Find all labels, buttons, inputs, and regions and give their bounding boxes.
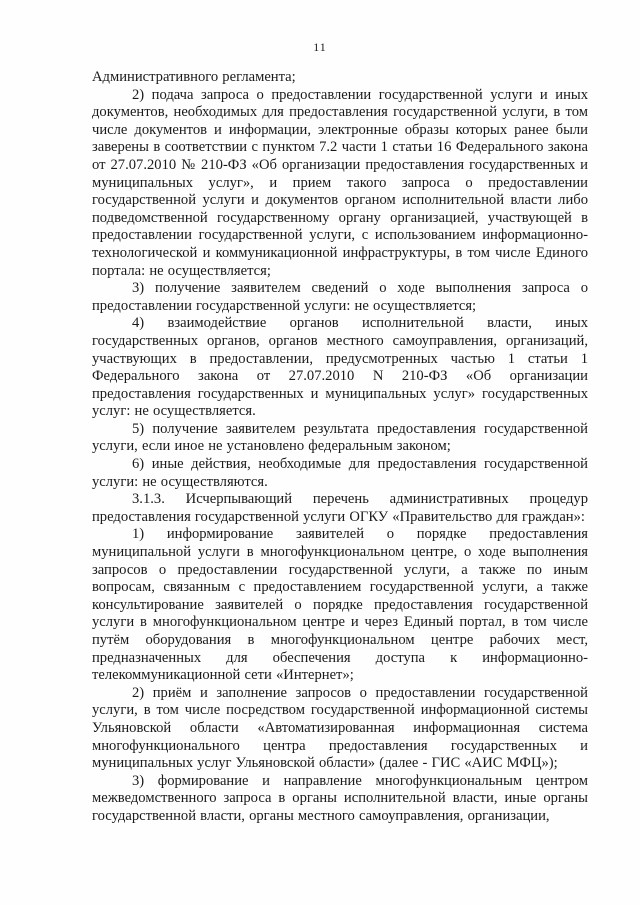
paragraph-item-4-interaction: 4) взаимодействие органов исполнительной власти, иных государственных органов, органов местного самоуправления, организаций, участвующих в предоставлении, предусмотренных частью 1 статьи 1 Федерального закона от 27.07.2010 N 210-ФЗ «Об организации предоставления государственных и муниципальных услуг» государственных услуг: не осуществляется.: [92, 315, 588, 420]
page-number: 11: [313, 40, 327, 54]
paragraph-mfc-item-2-reception: 2) приём и заполнение запросов о предоставлении государственной услуги, в том числе посредством государственной информационной системы Ульяновской области «Автоматизированная информационная система многофункционального центра предоставления государственных и муниципальных услуг Ульяновской области» (далее - ГИС «АИС МФЦ»);: [92, 684, 588, 772]
paragraph-item-6-other-actions: 6) иные действия, необходимые для предоставления государственной услуги: не осуществляются.: [92, 456, 588, 490]
paragraph-item-3-status-info: 3) получение заявителем сведений о ходе выполнения запроса о предоставлении государственной услуги: не осуществляется;: [92, 280, 588, 314]
paragraph-mfc-item-3-interagency: 3) формирование и направление многофункциональным центром межведомственного запроса в органы исполнительной власти, иные органы государственной власти, органы местного самоуправления, организации,: [92, 772, 588, 824]
paragraph-mfc-item-1-informing: 1) информирование заявителей о порядке предоставления муниципальной услуги в многофункциональном центре, о ходе выполнения запросов о предоставлении государственной услуги, а также по иным вопросам, связанным с предоставлением государственной услуги, а также консультирование заявителей о порядке предоставления государственной услуги в многофункциональном центре и через Единый портал, в том числе путём оборудования в многофункциональном центре рабочих мест, предназначенных для обеспечения доступа к информационно-телекоммуникационной сети «Интернет»;: [92, 526, 588, 684]
paragraph-regulation-end: Административного регламента;: [92, 69, 296, 85]
paragraph-item-5-result: 5) получение заявителем результата предоставления государственной услуги, если иное не установлено федеральным законом;: [92, 420, 588, 455]
document-body: [92, 69, 588, 826]
paragraph-item-2-request-submission: 2) подача запроса о предоставлении государственной услуги и иных документов, необходимых для предоставления государственной услуги, в том числе документов и информации, электронные образы которых ранее были заверены в соответствии с пунктом 7.2 части 1 статьи 16 Федерального закона от 27.07.2010 № 210-ФЗ «Об организации предоставления государственных и муниципальных услуг», и прием такого запроса о предоставлении государственной услуги и документов органом исполнительной власти либо подведомственной государственному органу организацией, участвующей в предоставлении государственной услуги, с использованием информационно-технологической и коммуникационной инфраструктуры, в том числе Единого портала: не осуществляется;: [92, 86, 588, 279]
paragraph-section-3-1-3: 3.1.3. Исчерпывающий перечень административных процедур предоставления государственной услуги ОГКУ «Правительство для граждан»:: [92, 491, 588, 525]
